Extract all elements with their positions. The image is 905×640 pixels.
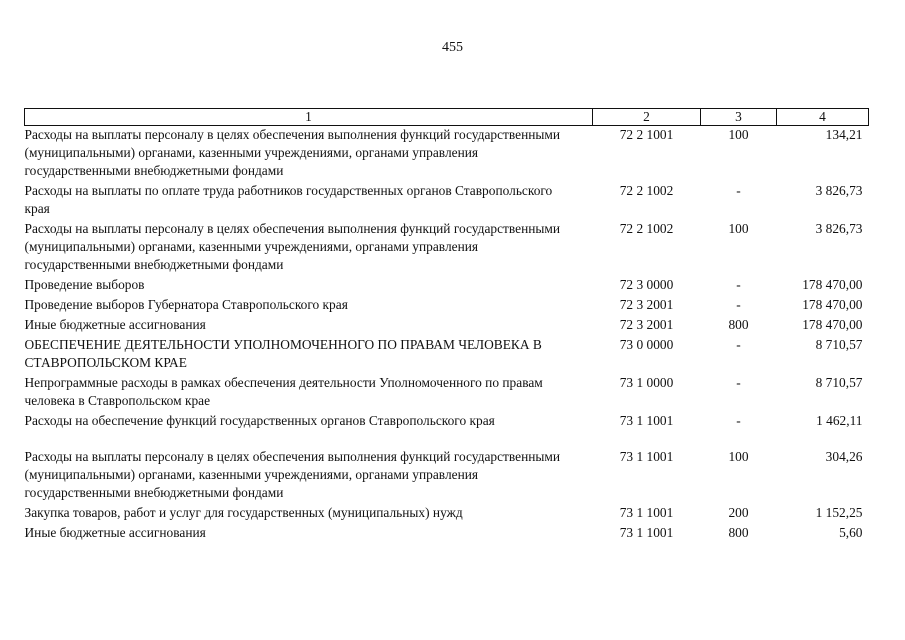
row-code: 72 3 2001 — [619, 317, 674, 332]
table-header-row — [25, 109, 869, 126]
row-type: - — [736, 183, 741, 198]
table-row — [25, 296, 869, 316]
row-name: ОБЕСПЕЧЕНИЕ ДЕЯТЕЛЬНОСТИ УПОЛНОМОЧЕННОГО ПО ПРАВАМ ЧЕЛОВЕКА В СТАВРОПОЛЬСКОМ КРАЕ — [24, 337, 542, 370]
table-row — [25, 336, 869, 374]
row-type: - — [736, 337, 741, 352]
row-name: Иные бюджетные ассигнования — [24, 525, 206, 540]
row-type: - — [736, 297, 741, 312]
row-code: 73 1 1001 — [619, 449, 674, 464]
row-code: 73 0 0000 — [619, 337, 674, 352]
table-row — [25, 220, 869, 276]
page-number: 455 — [442, 40, 463, 55]
table-row — [25, 126, 869, 183]
table-row — [25, 412, 869, 432]
row-name: Расходы на выплаты персоналу в целях обеспечения выполнения функций государственными (муниципальными) органами, казенными учреждениями, органами управления государственными внебюджетными фондами — [24, 127, 561, 178]
table-row — [25, 504, 869, 524]
table-row — [25, 524, 869, 544]
row-name: Закупка товаров, работ и услуг для государственных (муниципальных) нужд — [24, 505, 463, 520]
row-sum: 178 470,00 — [802, 297, 863, 312]
row-sum: 8 710,57 — [815, 375, 863, 390]
row-sum: 1 152,25 — [815, 505, 863, 520]
row-name: Проведение выборов — [24, 277, 145, 292]
row-type: 800 — [728, 525, 749, 540]
row-code: 72 2 1002 — [619, 183, 674, 198]
row-type: 200 — [728, 505, 749, 520]
table-row — [25, 182, 869, 220]
row-type: 800 — [728, 317, 749, 332]
row-type: 100 — [728, 221, 749, 236]
column-header-type: 3 — [701, 109, 777, 126]
column-header-code: 2 — [593, 109, 701, 126]
row-type: - — [736, 413, 741, 428]
row-sum: 3 826,73 — [815, 183, 863, 198]
column-header-sum: 4 — [777, 109, 869, 126]
row-type: 100 — [728, 127, 749, 142]
table-row — [25, 374, 869, 412]
row-name: Расходы на выплаты персоналу в целях обеспечения выполнения функций государственными (муниципальными) органами, казенными учреждениями, органами управления государственными внебюджетными фондами — [24, 449, 561, 500]
row-name: Расходы на выплаты по оплате труда работников государственных органов Ставропольского края — [24, 183, 553, 216]
row-code: 73 1 1001 — [619, 525, 674, 540]
row-type: 100 — [728, 449, 749, 464]
table-row — [25, 276, 869, 296]
row-name: Расходы на выплаты персоналу в целях обеспечения выполнения функций государственными (муниципальными) органами, казенными учреждениями, органами управления государственными внебюджетными фондами — [24, 221, 561, 272]
table-row — [25, 316, 869, 336]
row-sum: 8 710,57 — [815, 337, 863, 352]
row-sum: 5,60 — [839, 525, 863, 540]
row-sum: 3 826,73 — [815, 221, 863, 236]
row-code: 72 3 0000 — [619, 277, 674, 292]
budget-table — [24, 108, 869, 544]
row-type: - — [736, 277, 741, 292]
row-sum: 178 470,00 — [802, 277, 863, 292]
row-name: Расходы на обеспечение функций государственных органов Ставропольского края — [24, 413, 495, 428]
row-name: Иные бюджетные ассигнования — [24, 317, 206, 332]
row-sum: 304,26 — [825, 449, 863, 464]
row-code: 72 2 1001 — [619, 127, 674, 142]
row-sum: 1 462,11 — [816, 413, 863, 428]
row-type: - — [736, 375, 741, 390]
table-row — [25, 432, 869, 504]
row-code: 73 1 1001 — [619, 413, 674, 428]
row-code: 73 1 0000 — [619, 375, 674, 390]
row-name: Непрограммные расходы в рамках обеспечения деятельности Уполномоченного по правам человека в Ставропольском крае — [24, 375, 543, 408]
row-name: Проведение выборов Губернатора Ставропольского края — [24, 297, 348, 312]
row-code: 72 2 1002 — [619, 221, 674, 236]
column-header-name: 1 — [25, 109, 593, 126]
row-code: 73 1 1001 — [619, 505, 674, 520]
row-sum: 178 470,00 — [802, 317, 863, 332]
row-code: 72 3 2001 — [619, 297, 674, 312]
row-sum: 134,21 — [825, 127, 863, 142]
